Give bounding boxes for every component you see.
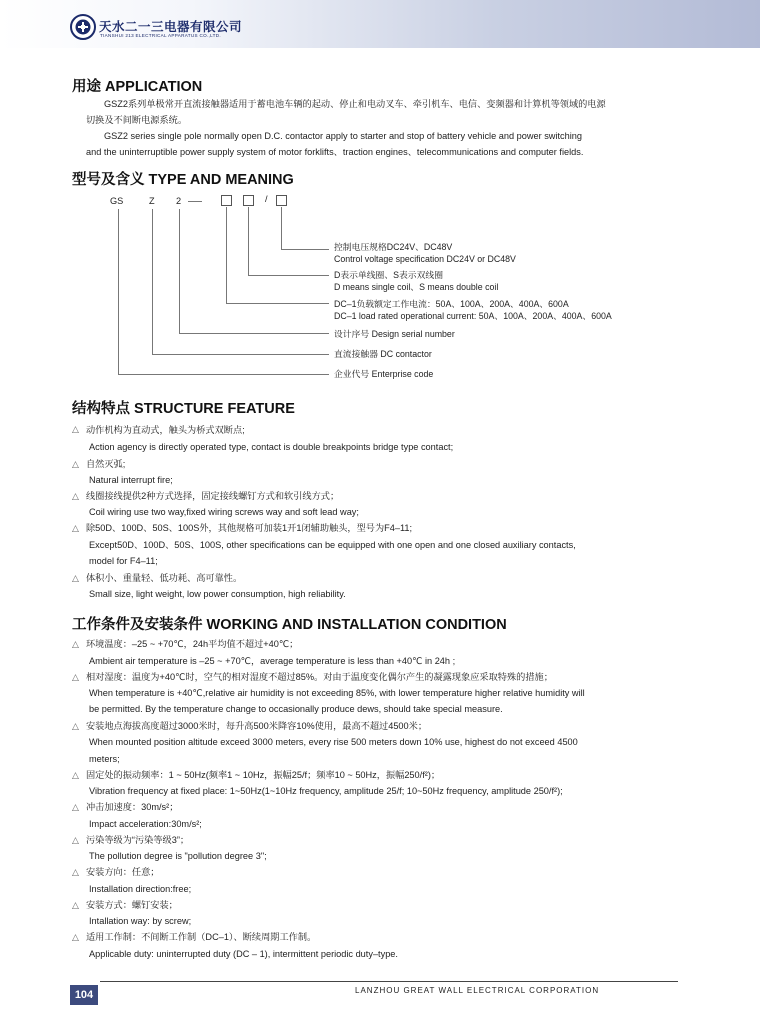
leader-serial [179,209,180,333]
type-meaning-title: 型号及含义 TYPE AND MEANING [72,172,294,188]
meaning-serial: 设计序号 Design serial number [334,329,455,339]
structure-item-3-en: Coil wiring use two way,fixed wiring screws way and soft lead way; [89,507,359,517]
working-item-3-en-2: meters; [89,754,120,764]
meaning-current-cn: DC–1负载额定工作电流：50A、100A、200A、400A、600A [334,299,569,309]
working-item-3-en-1: When mounted position altitude exceed 3000 meters, every rise 500 meters down 10% use, highest do not exceed 4500 [89,737,578,747]
structure-item-1-cn: 动作机构为直动式，触头为桥式双断点; [86,425,245,435]
leader-coil [248,207,249,275]
leader-current [226,207,227,303]
application-text-en-1: GSZ2 series single pole normally open D.C. contactor apply to starter and stop of battery vehicle and power switching [104,131,582,141]
structure-title: 结构特点 STRUCTURE FEATURE [72,401,295,417]
meaning-voltage-cn: 控制电压规格DC24V、DC48V [334,242,453,252]
footer-divider [100,981,678,982]
leader-current-h [226,303,329,304]
bullet-icon: △ [72,770,79,780]
code-slash: / [265,194,268,204]
application-text-cn-1: GSZ2系列单极常开直流接触器适用于蓄电池车辆的起动、停止和电动叉车、牵引机车、电信、变频器和计算机等领域的电源 [104,99,606,109]
leader-enterprise [118,209,119,374]
code-2: 2 [176,196,182,206]
working-item-7-en: Installation direction:free; [89,884,192,894]
working-item-9-en: Applicable duty: uninterrupted duty (DC – 1), intermittent periodic duty–type. [89,949,398,959]
company-logo-icon [70,14,96,40]
structure-item-5-cn: 体积小、重量轻、低功耗、高可靠性。 [86,573,243,583]
working-item-2-en-1: When temperature is +40℃,relative air humidity is not exceeding 85%, with lower temperature higher relative humidity will [89,688,585,698]
working-item-6-en: The pollution degree is "pollution degree 3"; [89,851,267,861]
bullet-icon: △ [72,639,79,649]
leader-voltage [281,207,282,249]
bullet-icon: △ [72,459,79,469]
bullet-icon: △ [72,424,79,434]
working-title: 工作条件及安装条件 WORKING AND INSTALLATION CONDITION [72,617,507,633]
meaning-enterprise: 企业代号 Enterprise code [334,369,434,379]
meaning-coil-en: D means single coil、S means double coil [334,282,499,292]
meaning-voltage-en: Control voltage specification DC24V or DC48V [334,254,516,264]
bullet-icon: △ [72,721,79,731]
structure-item-4-en-2: model for F4–11; [89,556,158,566]
leader-coil-h [248,275,329,276]
working-item-5-cn: 冲击加速度：30m/s²； [86,802,179,812]
bullet-icon: △ [72,867,79,877]
structure-item-3-cn: 线圈接线提供2种方式选择，固定接线螺钉方式和软引线方式； [86,491,340,501]
bullet-icon: △ [72,491,79,501]
working-item-2-cn: 相对湿度：温度为+40℃时，空气的相对湿度不超过85%。对由于温度变化偶尔产生的凝露现象应采取特殊的措施； [86,672,553,682]
meaning-coil-cn: D表示单线圈、S表示双线圈 [334,270,443,280]
meaning-current-en: DC–1 load rated operational current: 50A、100A、200A、400A、600A [334,311,612,321]
bullet-icon: △ [72,932,79,942]
bullet-icon: △ [72,523,79,533]
company-name-cn: 天水二一三电器有限公司 [99,20,243,34]
bullet-icon: △ [72,573,79,583]
structure-item-2-cn: 自然灭弧; [86,459,126,469]
footer-company: LANZHOU GREAT WALL ELECTRICAL CORPORATION [355,986,600,995]
code-z: Z [149,196,155,206]
structure-item-2-en: Natural interrupt fire; [89,475,173,485]
working-item-1-cn: 环境温度：–25 ~ +70℃，24h平均值不超过+40℃； [86,639,299,649]
application-title: 用途 APPLICATION [72,79,203,95]
structure-item-4-en-1: Except50D、100D、50S、100S, other specifications can be equipped with one open and one closed auxiliary contacts, [89,540,576,550]
bullet-icon: △ [72,672,79,682]
application-text-en-2: and the uninterruptible power supply system of motor forklifts、traction engines、telecommunications and computer fields. [86,147,584,157]
working-item-9-cn: 适用工作制：不间断工作制（DC–1）、断续周期工作制。 [86,932,317,942]
working-item-4-en: Vibration frequency at fixed place: 1~50Hz(1~10Hz frequency, amplitude 25/f; 10~50Hz frequency, amplitude 250/f²); [89,786,563,796]
working-item-2-en-2: be permitted. By the temperature change to occasionally produce dews, should take special measure. [89,704,503,714]
code-box-voltage [276,195,287,206]
company-name-en: TIANSHUI 213 ELECTRICAL APPARATUS CO.,LTD. [100,33,221,38]
working-item-7-cn: 安装方向：任意； [86,867,160,877]
working-item-5-en: Impact acceleration:30m/s²; [89,819,202,829]
leader-voltage-h [281,249,329,250]
code-dash [188,201,202,202]
code-gs: GS [110,196,124,206]
working-item-1-en: Ambient air temperature is –25 ~ +70℃，average temperature is less than +40℃ in 24h ; [89,656,456,666]
bullet-icon: △ [72,835,79,845]
application-text-cn-2: 切换及不间断电源系统。 [86,115,188,125]
leader-serial-h [179,333,329,334]
structure-item-1-en: Action agency is directly operated type, contact is double breakpoints bridge type contact; [89,442,454,452]
meaning-contactor: 直流接触器 DC contactor [334,349,432,359]
page-number: 104 [70,985,98,1005]
bullet-icon: △ [72,900,79,910]
code-box-coil [243,195,254,206]
bullet-icon: △ [72,802,79,812]
working-item-8-en: Intallation way: by screw; [89,916,192,926]
working-item-8-cn: 安装方式：螺钉安装； [86,900,178,910]
leader-contactor-h [152,354,329,355]
structure-item-5-en: Small size, light weight, low power consumption, high reliability. [89,589,346,599]
code-box-current [221,195,232,206]
leader-enterprise-h [118,374,329,375]
working-item-3-cn: 安装地点海拔高度超过3000米时，每升高500米降容10%使用，最高不超过4500米； [86,721,428,731]
structure-item-4-cn: 除50D、100D、50S、100S外，其他规格可加装1开1闭辅助触头，型号为F4–11; [86,523,413,533]
working-item-6-cn: 污染等级为“污染等级3”； [86,835,190,845]
leader-contactor [152,209,153,354]
working-item-4-cn: 固定处的振动频率：1 ~ 50Hz(频率1 ~ 10Hz，振幅25/f；频率10 ~ 50Hz，振幅250/f²)； [86,770,441,780]
